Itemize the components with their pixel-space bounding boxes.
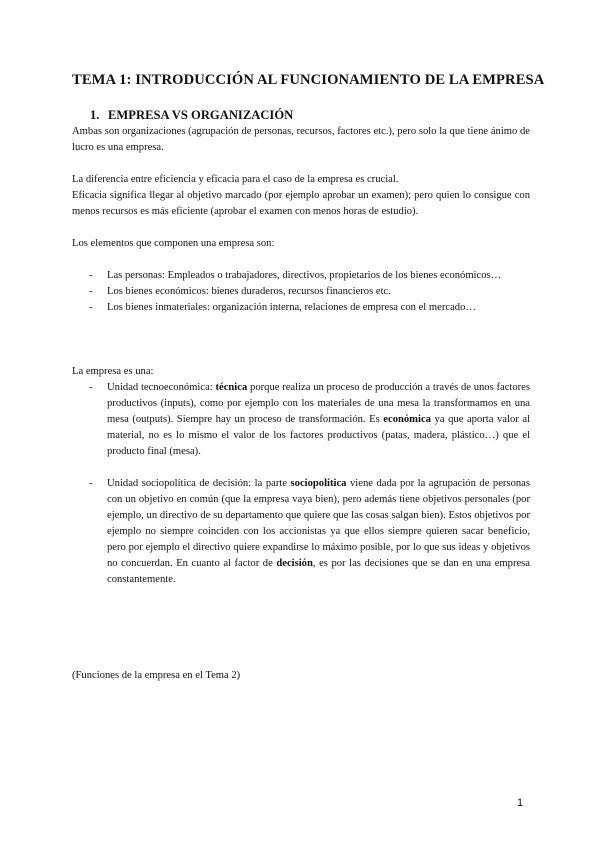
unit-list: [72, 380, 530, 588]
elements-list: [72, 268, 530, 316]
paragraph-efficiency: La diferencia entre eficiencia y eficacia para el caso de la empresa es crucial.: [72, 174, 399, 185]
list-dash: -: [89, 270, 93, 281]
term-sociopolitica: sociopolítica: [290, 478, 347, 489]
list-item: - Las personas: Empleados o trabajadores, directivos, propietarios de los bienes económicos…: [72, 268, 530, 284]
footer-note: (Funciones de la empresa en el Tema 2): [72, 670, 241, 681]
list-spacer: [72, 460, 530, 476]
list-item: - Los bienes económicos: bienes duraderos, recursos financieros etc.: [72, 284, 530, 300]
list-dash: -: [89, 286, 93, 297]
term-decision: decisión: [276, 558, 313, 569]
list-dash: -: [89, 302, 93, 313]
empresa-intro-block: [72, 364, 530, 380]
term-economica: económica: [383, 414, 431, 425]
elements-intro: Los elementos que componen una empresa son:: [72, 238, 275, 249]
page-number: 1: [517, 797, 524, 809]
empresa-intro: La empresa es una:: [72, 366, 154, 377]
list-item-tecnoeconomica: - Unidad tecnoeconómica: técnica porque realiza un proceso de producción a través de unos factores productivos (inputs), como por ejemplo con los materiales de una mesa la transformamos en una mesa (outputs). Siempre hay un proceso de transformación. Es económica ya que aporta valor al material, no es lo mismo el valor de los factores productivos (patas, madera, plástico…) que el producto final (mesa).: [89, 382, 531, 457]
list-dash: -: [89, 382, 93, 393]
paragraph-efficacy: Eficacia significa llegar al objetivo marcado (por ejemplo aprobar un examen); pero quien lo consigue con menos recursos es más eficiente (aprobar el examen con menos horas de estudio).: [72, 190, 530, 217]
paragraph-organizations: Ambas son organizaciones (agrupación de personas, recursos, factores etc.), pero solo la que tiene ánimo de lucro es una empresa.: [72, 126, 530, 153]
list-item: - Los bienes inmateriales: organización interna, relaciones de empresa con el mercado…: [72, 300, 530, 316]
list-dash: -: [89, 478, 93, 489]
section-number: 1.: [90, 108, 100, 122]
intro-block: [72, 124, 530, 252]
document-title: TEMA 1: INTRODUCCIÓN AL FUNCIONAMIENTO DE LA EMPRESA: [72, 72, 545, 88]
term-tecnica: técnica: [215, 382, 248, 393]
section-heading: [90, 108, 293, 123]
list-item-sociopolitica: - Unidad sociopolítica de decisión: la parte sociopolítica viene dada por la agrupación de personas con un objetivo en común (que la empresa vaya bien), pero además tiene objetivos personales (por ejemplo, un directivo de su departamento que quiere que las cosas salgan bien). Estos objetivos por ejemplo no siempre coinciden con los accionistas ya que ellos siempre quieren sacar beneficio, pero por ejemplo el directivo quiere expandirse lo máximo posible, por lo que sus ideas y objetivos no concuerdan. En cuanto al factor de decisión, es por las decisiones que se dan en una empresa constantemente.: [89, 478, 530, 585]
section-heading-text: EMPRESA VS ORGANIZACIÓN: [108, 108, 294, 122]
